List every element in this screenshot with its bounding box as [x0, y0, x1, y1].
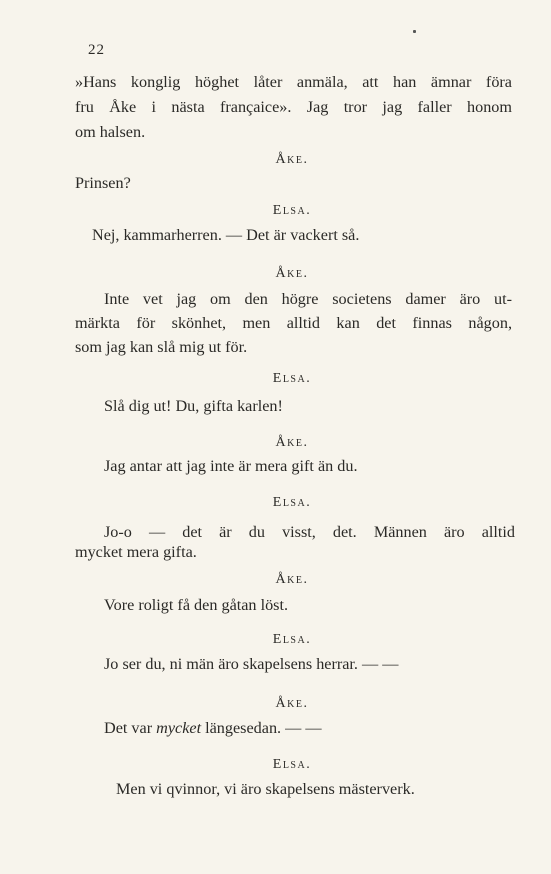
text-line: mycket mera gifta.	[75, 543, 197, 561]
speaker-label: Elsa.	[272, 203, 312, 218]
text-line	[104, 718, 322, 738]
text-line: märkta för skönhet, men alltid kan det finnas någon,	[75, 314, 512, 332]
speaker-label: Åke.	[275, 435, 309, 450]
text-line: Jo-o — det är du visst, det. Männen äro alltid	[104, 523, 515, 541]
speaker-label: Åke.	[275, 266, 309, 281]
emphasized-word: mycket	[156, 719, 202, 737]
text-line: Men vi qvinnor, vi äro skapelsens mästerverk.	[116, 780, 415, 798]
speaker-label: Åke.	[275, 152, 309, 167]
text-line: Inte vet jag om den högre societens damer äro ut-	[104, 290, 512, 308]
speaker-label: Elsa.	[272, 495, 312, 510]
speaker-label: Elsa.	[272, 371, 312, 386]
text-line: Jo ser du, ni män äro skapelsens herrar. — —	[104, 655, 399, 673]
print-speck	[413, 30, 416, 33]
text-line: Nej, kammarherren. — Det är vackert så.	[92, 226, 360, 244]
text-line: som jag kan slå mig ut för.	[75, 338, 248, 356]
speaker-label: Åke.	[275, 696, 309, 711]
speaker-label: Elsa.	[272, 632, 312, 647]
text-line: Jag antar att jag inte är mera gift än du.	[104, 457, 358, 475]
text-segment: Det var	[104, 719, 157, 737]
text-line: Prinsen?	[75, 174, 131, 192]
text-line: Vore roligt få den gåtan löst.	[104, 596, 289, 614]
page-number: 22	[88, 42, 105, 58]
speaker-label: Åke.	[275, 572, 309, 587]
text-line: »Hans konglig höghet låter anmäla, att han ämnar föra	[75, 73, 512, 91]
speaker-label: Elsa.	[272, 757, 312, 772]
text-line: om halsen.	[75, 123, 146, 141]
text-segment: längesedan. — —	[201, 719, 322, 737]
text-line: Slå dig ut! Du, gifta karlen!	[104, 397, 283, 415]
text-line: fru Åke i nästa françaice». Jag tror jag faller honom	[75, 98, 512, 116]
